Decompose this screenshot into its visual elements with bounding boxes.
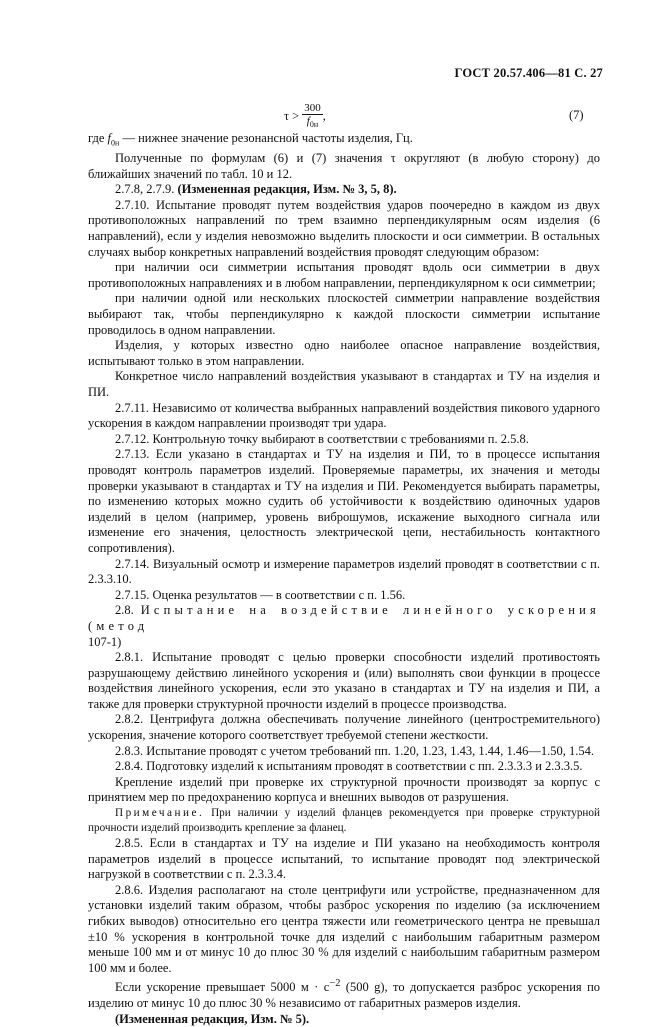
where-rest: — нижнее значение резонансной частоты изделия, Гц. [119,131,413,145]
paragraph: 2.8.1. Испытание проводят с целью проверки способности изделий противостоять разрушающему действию линейного ускорения и (или) выполнять свои функции в процессе воздействия линейного ускорения, если это указано в стандартах и ТУ на изделия и ПИ, а также для проверки структурной прочности изделий в процессе производства. [88,650,600,711]
formula-lhs: τ > [284,109,300,124]
section-heading-continuation: 107-1) [88,634,122,649]
section-number: 2.8. [115,603,141,618]
paragraph: 2.7.15. Оценка результатов — в соответствии с п. 1.56. [115,587,406,602]
where-prefix: где [88,131,108,145]
paragraph: при наличии оси симметрии испытания проводят вдоль оси симметрии в двух противоположных направлениях и в любом направлении, перпендикулярном к оси симметрии; [88,260,600,290]
section-heading [88,603,600,634]
formula-expression [284,102,326,131]
paragraph-part: Если ускорение превышает 5000 м · с [115,980,330,995]
where-line [88,131,600,151]
paragraph: 2.7.11. Независимо от количества выбранных направлений воздействия пикового ударного ускорения в каждом направлении производят три удара. [88,400,600,431]
where-sub: 0н [111,138,120,148]
amendment-note: (Измененная редакция, Изм. № 3, 5, 8). [177,182,397,197]
amendment-note-final: (Измененная редакция, Изм. № 5). [115,1011,310,1026]
note-label: Примечание. [115,807,205,820]
paragraph: 2.8.4. Подготовку изделий к испытаниям проводят в соответствии с пп. 2.3.3.3 и 2.3.3.5. [115,759,583,774]
paragraph: 2.8.2. Центрифуга должна обеспечивать получение линейного (центростремительного) ускорения, значение которого соответствует требуемой степени жесткости. [88,712,600,743]
paragraph: 2.7.12. Контрольную точку выбирают в соответствии с требованиями п. 2.5.8. [115,431,529,446]
formula-numerator: 300 [304,102,321,114]
body-text [88,131,600,1027]
paragraph: Изделия, у которых известно одно наиболее опасное направление воздействия, испытывают только в этом направлении. [88,338,600,368]
amendment-prefix: 2.7.8, 2.7.9. [115,182,178,197]
formula-denominator [305,115,320,131]
formula-tail: , [322,109,326,124]
paragraph: 2.8.5. Если в стандартах и ТУ на изделие и ПИ указано на необходимость контроля параметров изделий в процессе испытаний, то испытание проводят под электрической нагрузкой в соответствии с п. 2.3.3.4. [88,836,600,882]
where-symbol: f [107,131,112,145]
paragraph: 2.7.13. Если указано в стандартах и ТУ на изделия и ПИ, то в процессе испытания проводят контроль параметров изделий. Проверяемые параметры, их значения и методы проверки указывают в стандартах и ТУ на изделия и ПИ. Рекомендуется выбирать параметры, по изменению которых можно судить об устойчивости к воздействию одиночных ударов изделий в целом (например, уровень виброшумов, искажение выходного сигнала или изменение его значения, целостность электрической цепи, нестабильность контактного сопротивления). [88,447,600,555]
formula-7 [0,102,661,132]
paragraph [88,976,600,1011]
paragraph: Полученные по формулам (6) и (7) значения τ округляют (в любую сторону) до ближайших значений по табл. 10 и 12. [88,151,600,181]
paragraph: Крепление изделий при проверке их структурной прочности производят за корпус с принятием мер по предохранению корпуса и внешних выводов от разрушения. [88,774,600,805]
note [88,806,600,836]
page-header: ГОСТ 20.57.406—81 С. 27 [454,66,603,80]
paragraph-amendment [88,182,600,198]
paragraph: 2.8.6. Изделия располагают на столе центрифуги или устройстве, предназначенном для установки изделий таким образом, чтобы разброс ускорения по изделию (за исключением гибких выводов) относительно его центра тяжести или геометрического центра не превышал ±10 % ускорения в контрольной точке для изделий с наибольшим габаритным размером меньше 100 мм и от минус 10 до плюс 30 % для изделий с наибольшим габаритным размером 100 мм и более. [88,882,600,975]
formula-denominator-symbol: f [306,115,310,127]
paragraph: 2.8.3. Испытание проводят с учетом требований пп. 1.20, 1.23, 1.43, 1.44, 1.46—1.50, 1.54. [115,743,594,758]
section-title: Испытание на воздействие линейного ускорения (метод [88,603,601,633]
formula-number: (7) [569,108,584,122]
paragraph: Конкретное число направлений воздействия указывают в стандартах и ТУ на изделия и ПИ. [88,369,600,399]
paragraph: 2.7.10. Испытание проводят путем воздействия ударов поочередно в каждом из двух противоположных направлений по трем взаимно перпендикулярным осям изделия (6 направлений), если у изделия невозможно выделить плоскости и оси симметрии. В остальных случаях выбор конкретных направлений воздействия проводят следующим образом: [88,197,600,259]
note-text: При наличии у изделий фланцев рекомендуется при проверке структурной прочности изделий производить крепление за фланец. [88,807,600,835]
exponent: −2 [329,978,341,990]
paragraph: 2.7.14. Визуальный осмотр и измерение параметров изделий проводят в соответствии с п. 2.3.3.10. [88,556,600,587]
paragraph-part: (500 g), то допускается разброс ускорения по изделию от минус 10 до плюс 30 % независимо от габаритных размеров изделия. [88,980,601,1011]
formula-fraction [302,102,323,131]
paragraph: при наличии одной или нескольких плоскостей симметрии направление воздействия выбирают так, чтобы перпендикулярно к каждой плоскости симметрии испытание проводилось в одном направлении. [88,291,600,337]
formula-denominator-sub: 0н [309,120,319,130]
